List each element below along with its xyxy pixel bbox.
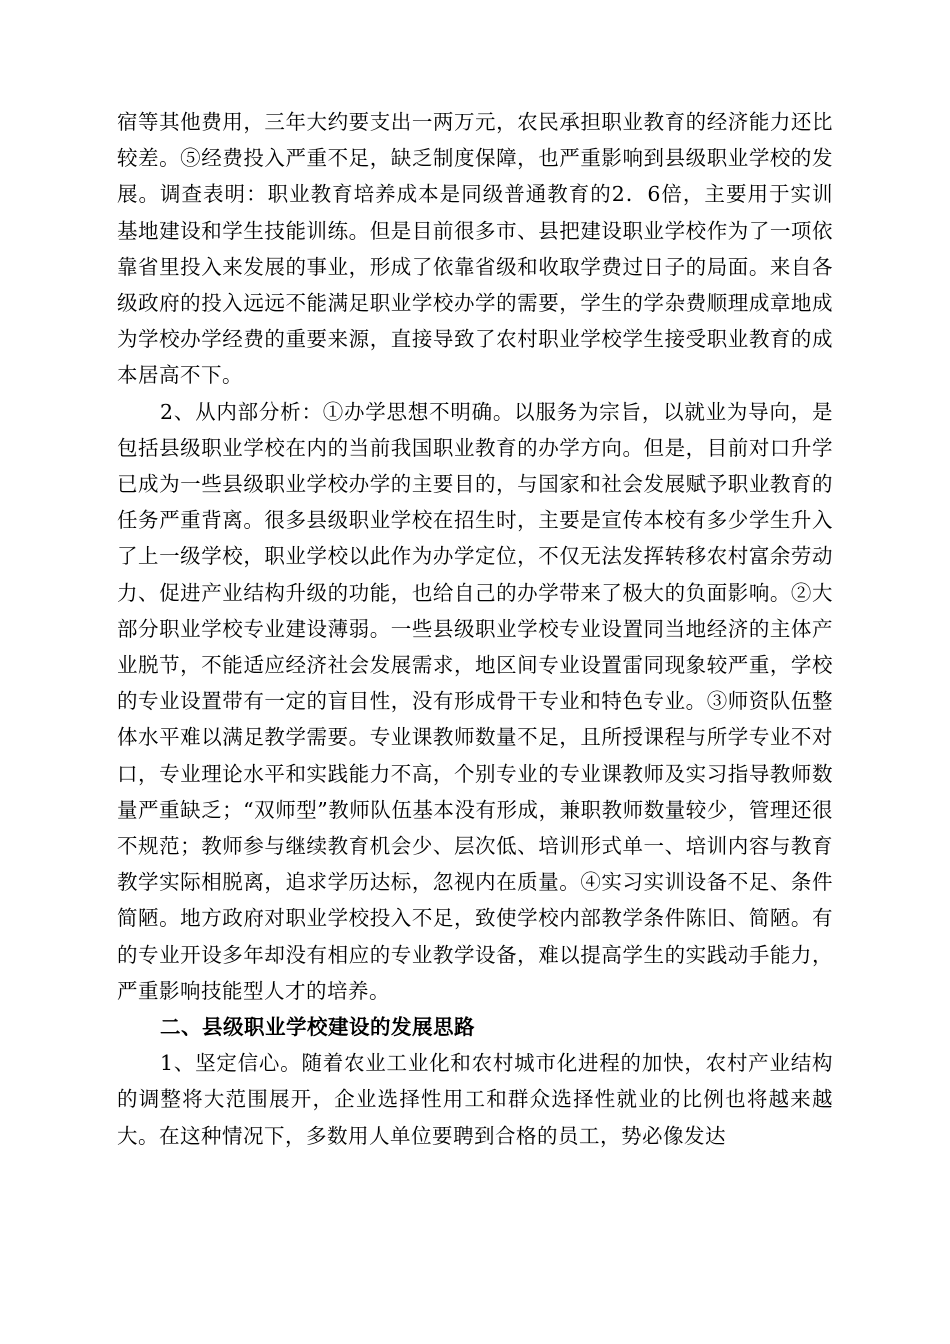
document-page [117, 104, 833, 1154]
paragraph-costs-continued: 宿等其他费用，三年大约要支出一两万元，农民承担职业教育的经济能力还比较差。⑤经费投入严重不足，缺乏制度保障，也严重影响到县级职业学校的发展。调查表明：职业教育培养成本是同级普通教育的2．6倍，主要用于实训基地建设和学生技能训练。但是目前很多市、县把建设职业学校作为了一项依靠省里投入来发展的事业，形成了依靠省级和收取学费过日子的局面。来自各级政府的投入远远不能满足职业学校办学的需要，学生的学杂费顺理成章地成为学校办学经费的重要来源，直接导致了农村职业学校学生接受职业教育的成本居高不下。 [117, 110, 833, 388]
paragraph-confidence: 1、坚定信心。随着农业工业化和农村城市化进程的加快，农村产业结构的调整将大范围展开，企业选择性用工和群众选择性就业的比例也将越来越大。在这种情况下，多数用人单位要聘到合格的员工，势必像发达 [117, 1051, 833, 1148]
paragraph-internal-analysis: 2、从内部分析：①办学思想不明确。以服务为宗旨，以就业为导向，是包括县级职业学校在内的当前我国职业教育的办学方向。但是，目前对口升学已成为一些县级职业学校办学的主要目的，与国家和社会发展赋予职业教育的任务严重背离。很多县级职业学校在招生时，主要是宣传本校有多少学生升入了上一级学校，职业学校以此作为办学定位，不仅无法发挥转移农村富余劳动力、促进产业结构升级的功能，也给自己的办学带来了极大的负面影响。②大部分职业学校专业建设薄弱。一些县级职业学校专业设置同当地经济的主体产业脱节，不能适应经济社会发展需求，地区间专业设置雷同现象较严重，学校的专业设置带有一定的盲目性，没有形成骨干专业和特色专业。③师资队伍整体水平难以满足教学需要。专业课教师数量不足，且所授课程与所学专业不对口，专业理论水平和实践能力不高，个别专业的专业课教师及实习指导教师数量严重缺乏；“双师型”教师队伍基本没有形成，兼职教师数量较少，管理还很不规范；教师参与继续教育机会少、层次低、培训形式单一、培训内容与教育教学实际相脱离，追求学历达标，忽视内在质量。④实习实训设备不足、条件简陋。地方政府对职业学校投入不足，致使学校内部教学条件陈旧、简陋。有的专业开设多年却没有相应的专业教学设备，难以提高学生的实践动手能力，严重影响技能型人才的培养。 [117, 399, 833, 1003]
section-heading: 二、县级职业学校建设的发展思路 [160, 1015, 475, 1040]
